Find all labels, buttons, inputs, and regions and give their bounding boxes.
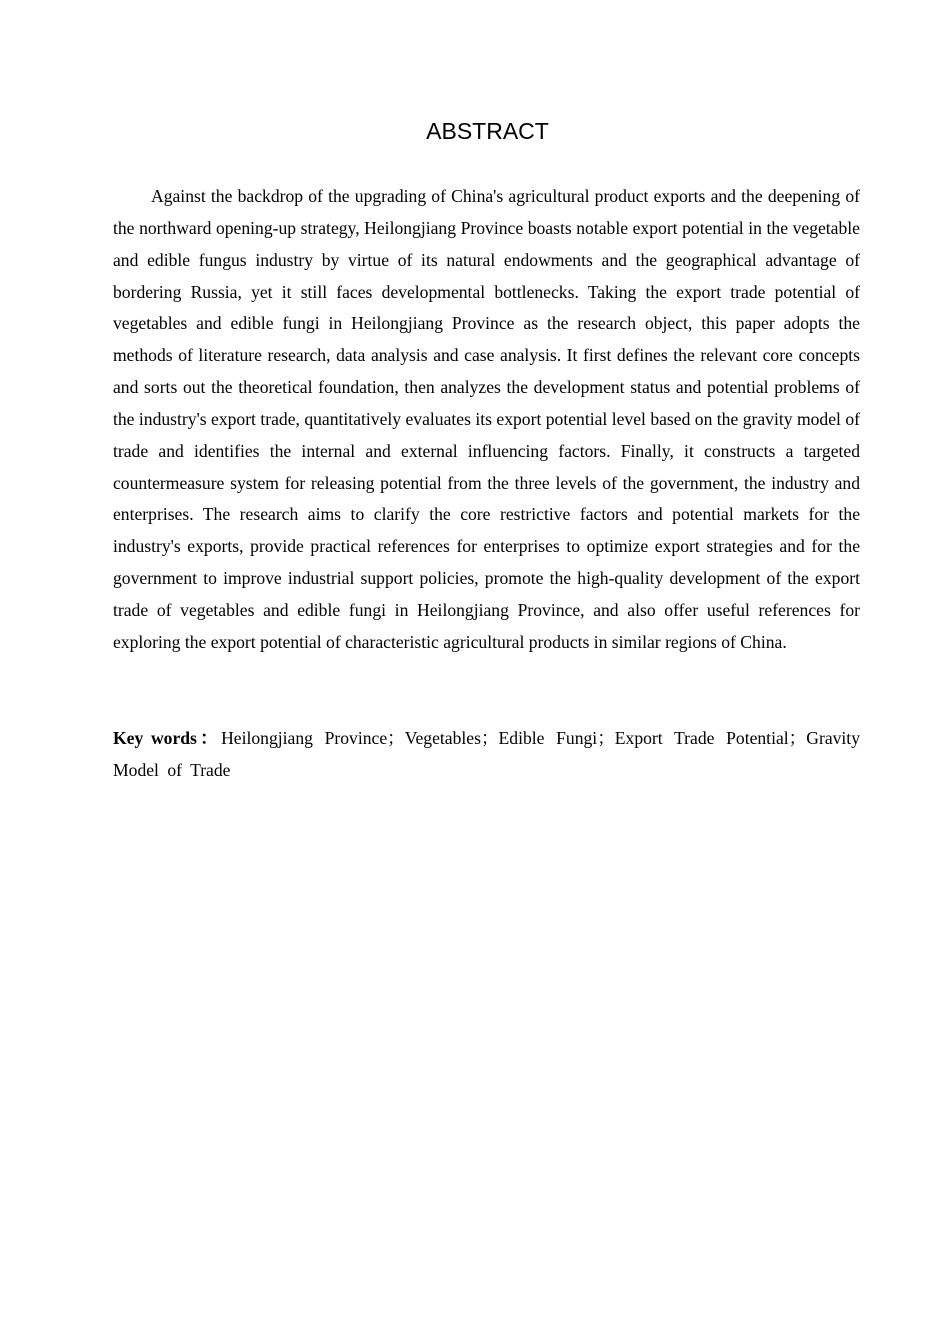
abstract-title: ABSTRACT bbox=[426, 118, 549, 144]
keywords-line bbox=[113, 723, 860, 787]
keywords-label: Key words： bbox=[113, 728, 222, 748]
keywords-list: Heilongjiang Province；Vegetables；Edible Fungi；Export Trade Potential；Gravity Model of Trade bbox=[113, 728, 860, 780]
abstract-paragraph: Against the backdrop of the upgrading of China's agricultural product exports and the deepening of the northward opening-up strategy, Heilongjiang Province boasts notable export potential in the vegetable and edible fungus industry by virtue of its natural endowments and the geographical advantage of bordering Russia, yet it still faces developmental bottlenecks. Taking the export trade potential of vegetables and edible fungi in Heilongjiang Province as the research object, this paper adopts the methods of literature research, data analysis and case analysis. It first defines the relevant core concepts and sorts out the theoretical foundation, then analyzes the development status and potential problems of the industry's export trade, quantitatively evaluates its export potential level based on the gravity model of trade and identifies the internal and external influencing factors. Finally, it constructs a targeted countermeasure system for releasing potential from the three levels of the government, the industry and enterprises. The research aims to clarify the core restrictive factors and potential markets for the industry's exports, provide practical references for enterprises to optimize export strategies and for the government to improve industrial support policies, promote the high-quality development of the export trade of vegetables and edible fungi in Heilongjiang Province, and also offer useful references for exploring the export potential of characteristic agricultural products in similar regions of China. bbox=[113, 186, 860, 652]
